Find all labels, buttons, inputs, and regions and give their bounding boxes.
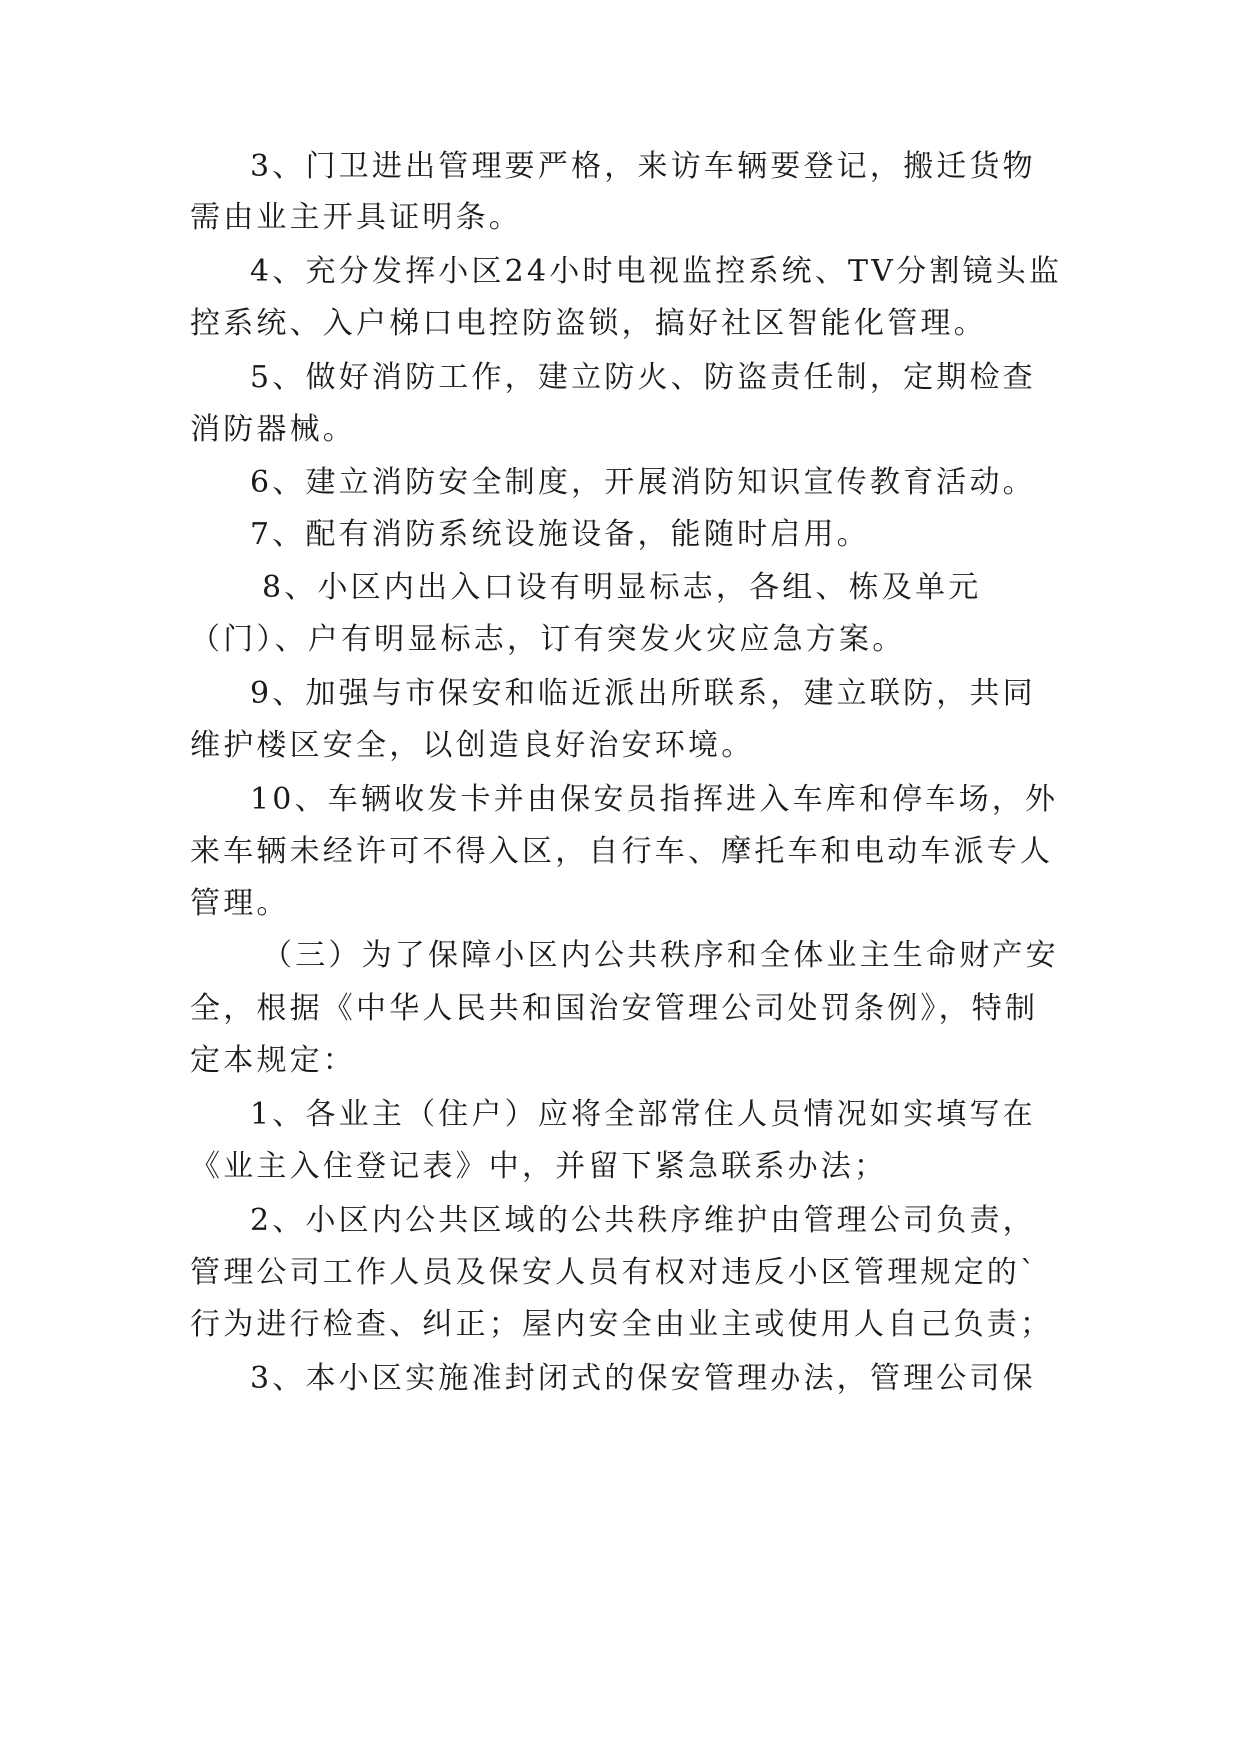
paragraph-line: 10、车辆收发卡并由保安员指挥进入车库和停车场，外: [250, 782, 1059, 817]
paragraph-line: 9、加强与市保安和临近派出所联系，建立联防，共同: [250, 676, 1036, 711]
paragraph-line: 消防器械。: [190, 412, 356, 447]
paragraph-line: 2、小区内公共区域的公共秩序维护由管理公司负责，: [250, 1203, 1036, 1238]
paragraph-line: 6、建立消防安全制度，开展消防知识宣传教育活动。: [250, 465, 1036, 500]
paragraph-line: 管理公司工作人员及保安人员有权对违反小区管理规定的`: [190, 1255, 1039, 1290]
paragraph-line: 全，根据《中华人民共和国治安管理公司处罚条例》，特制: [190, 991, 1039, 1026]
paragraph-line: 1、各业主（住户）应将全部常住人员情况如实填写在: [250, 1097, 1036, 1132]
paragraph-line: 3、门卫进出管理要严格，来访车辆要登记，搬迁货物: [250, 149, 1036, 184]
paragraph-line: 4、充分发挥小区24小时电视监控系统、TV分割镜头监: [250, 254, 1063, 289]
paragraph-line: 3、本小区实施准封闭式的保安管理办法，管理公司保: [250, 1361, 1036, 1396]
paragraph-line: 定本规定：: [190, 1043, 356, 1078]
paragraph-line: 需由业主开具证明条。: [190, 200, 522, 235]
paragraph-line: 控系统、入户梯口电控防盗锁，搞好社区智能化管理。: [190, 306, 987, 341]
paragraph-line: 维护楼区安全，以创造良好治安环境。: [190, 728, 755, 763]
paragraph-line: （三）为了保障小区内公共秩序和全体业主生命财产安: [262, 938, 1059, 973]
paragraph-line: 来车辆未经许可不得入区，自行车、摩托车和电动车派专人: [190, 834, 1054, 869]
paragraph-line: 8、小区内出入口设有明显标志，各组、栋及单元: [262, 570, 982, 605]
paragraph-line: （门）、户有明显标志，订有突发火灾应急方案。: [190, 622, 906, 657]
paragraph-line: 5、做好消防工作，建立防火、防盗责任制，定期检查: [250, 360, 1036, 395]
paragraph-line: 《业主入住登记表》中，并留下紧急联系办法；: [190, 1149, 888, 1184]
paragraph-line: 7、配有消防系统设施设备，能随时启用。: [250, 517, 870, 552]
paragraph-line: 行为进行检查、纠正；屋内安全由业主或使用人自己负责；: [190, 1307, 1054, 1342]
paragraph-line: 管理。: [190, 886, 290, 921]
